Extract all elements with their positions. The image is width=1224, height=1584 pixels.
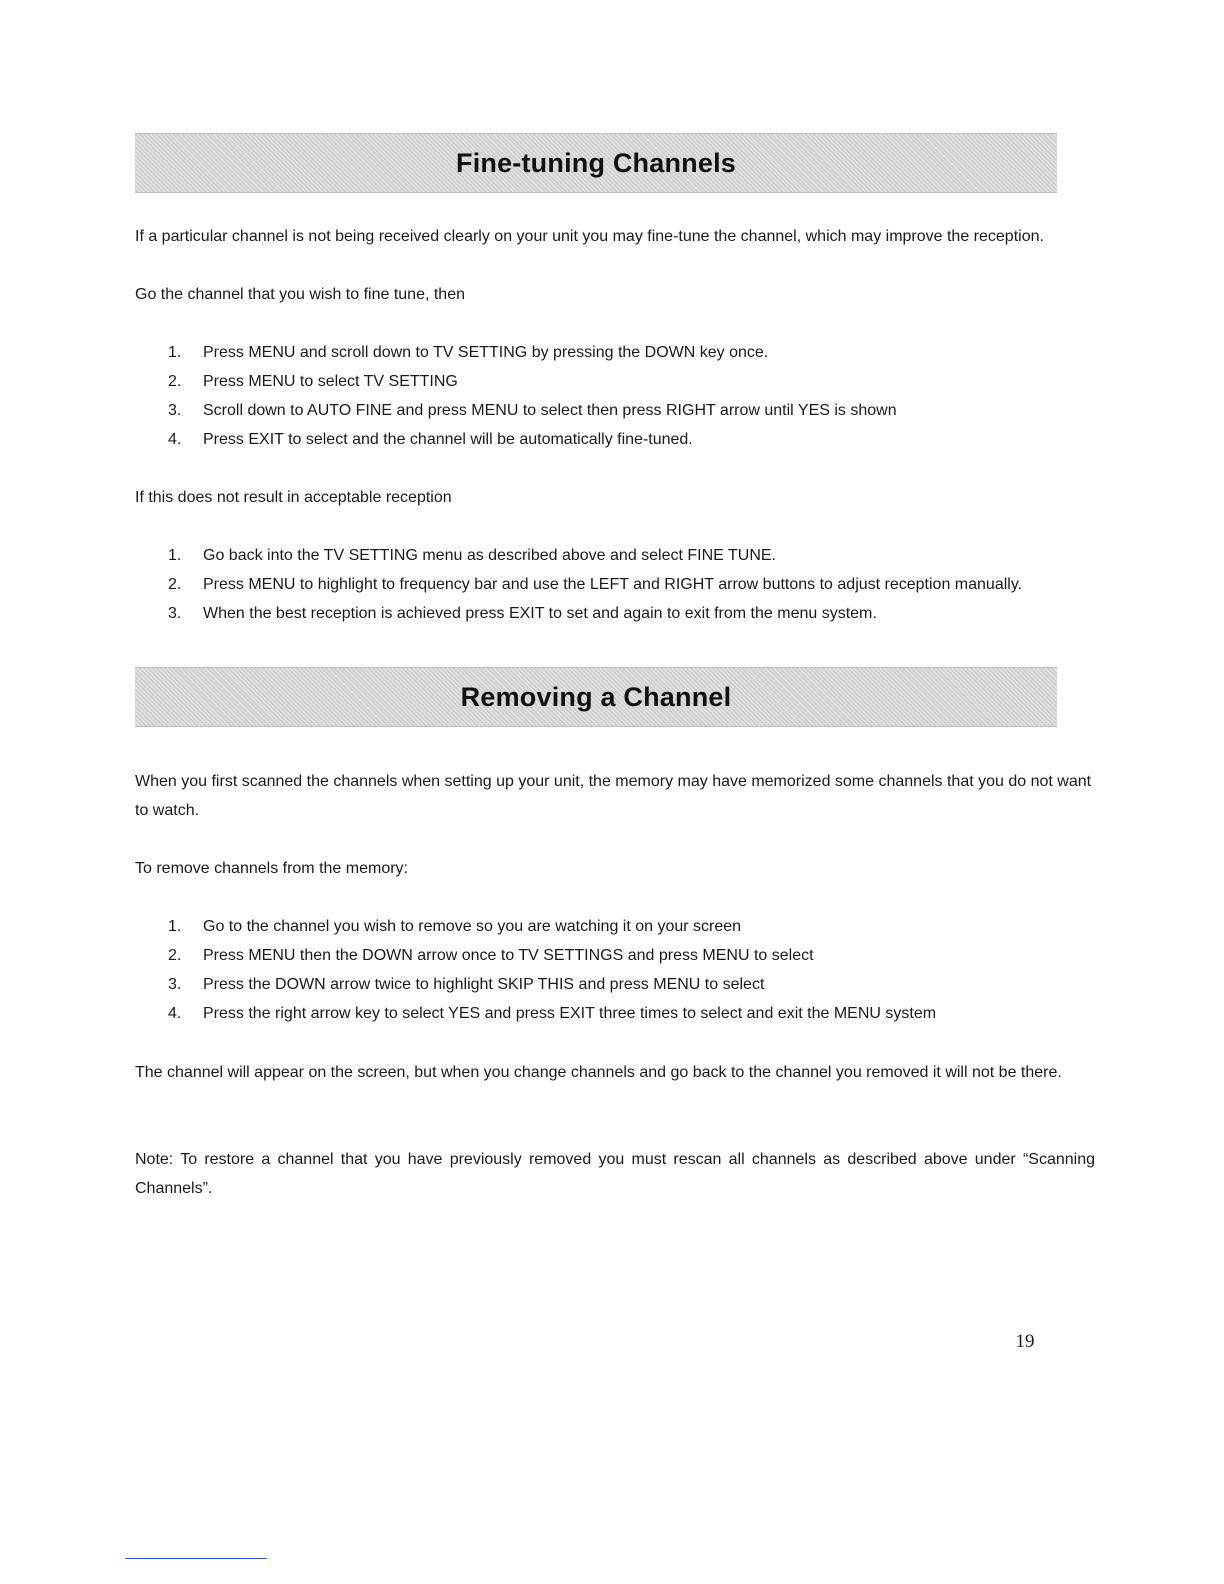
list-item bbox=[135, 999, 1095, 1028]
section-header-removing bbox=[135, 667, 1057, 727]
fine-tuning-lead: Go the channel that you wish to fine tune, then bbox=[135, 286, 465, 303]
fine-tuning-fallback-lead: If this does not result in acceptable reception bbox=[135, 489, 452, 506]
list-item bbox=[135, 599, 1095, 628]
list-number: 4. bbox=[168, 1005, 182, 1022]
list-text: Press MENU then the DOWN arrow once to TV SETTINGS and press MENU to select bbox=[203, 947, 814, 964]
list-number: 1. bbox=[168, 918, 182, 935]
removing-lead: To remove channels from the memory: bbox=[135, 860, 408, 877]
list-text: Press the DOWN arrow twice to highlight SKIP THIS and press MENU to select bbox=[203, 976, 765, 993]
list-text: Go back into the TV SETTING menu as described above and select FINE TUNE. bbox=[203, 547, 776, 564]
list-item bbox=[135, 396, 1095, 425]
section-header-fine-tuning bbox=[135, 133, 1057, 193]
removing-note: Note: To restore a channel that you have previously removed you must rescan all channels as described above under “Scanning Channels”. bbox=[135, 1151, 1095, 1197]
list-item bbox=[135, 941, 1095, 970]
list-text: Go to the channel you wish to remove so you are watching it on your screen bbox=[203, 918, 742, 935]
fine-tuning-intro: If a particular channel is not being received clearly on your unit you may fine-tune the channel, which may improve the reception. bbox=[135, 228, 1044, 245]
list-number: 3. bbox=[168, 976, 182, 993]
fine-tuning-steps bbox=[135, 338, 1095, 454]
removing-steps bbox=[135, 912, 1095, 1028]
list-text: Scroll down to AUTO FINE and press MENU to select then press RIGHT arrow until YES is shown bbox=[203, 402, 897, 419]
page-number: 19 bbox=[1015, 1331, 1035, 1352]
list-text: Press MENU to highlight to frequency bar and use the LEFT and RIGHT arrow buttons to adjust reception manually. bbox=[203, 576, 1023, 593]
section-title: Removing a Channel bbox=[460, 682, 732, 712]
list-number: 2. bbox=[168, 373, 182, 390]
footnote-rule bbox=[125, 1558, 267, 1559]
list-item bbox=[135, 970, 1095, 999]
list-item bbox=[135, 425, 1095, 454]
list-item bbox=[135, 541, 1095, 570]
list-number: 2. bbox=[168, 947, 182, 964]
list-number: 1. bbox=[168, 344, 182, 361]
removing-intro: When you first scanned the channels when setting up your unit, the memory may have memorized some channels that you do not want to watch. bbox=[135, 773, 1092, 819]
list-item bbox=[135, 912, 1095, 941]
list-text: Press EXIT to select and the channel will be automatically fine-tuned. bbox=[203, 431, 693, 448]
removing-outcome: The channel will appear on the screen, but when you change channels and go back to the channel you removed it will not be there. bbox=[135, 1064, 1062, 1081]
list-item bbox=[135, 338, 1095, 367]
fine-tuning-fallback-steps bbox=[135, 541, 1095, 628]
list-text: When the best reception is achieved press EXIT to set and again to exit from the menu system. bbox=[203, 605, 877, 622]
list-number: 3. bbox=[168, 402, 182, 419]
list-number: 4. bbox=[168, 431, 182, 448]
list-text: Press MENU and scroll down to TV SETTING by pressing the DOWN key once. bbox=[203, 344, 769, 361]
list-number: 3. bbox=[168, 605, 182, 622]
list-number: 2. bbox=[168, 576, 182, 593]
list-item bbox=[135, 367, 1095, 396]
list-number: 1. bbox=[168, 547, 182, 564]
list-text: Press MENU to select TV SETTING bbox=[203, 373, 458, 390]
list-text: Press the right arrow key to select YES and press EXIT three times to select and exit the MENU system bbox=[203, 1005, 937, 1022]
section-title: Fine-tuning Channels bbox=[456, 148, 736, 178]
list-item bbox=[135, 570, 1095, 599]
